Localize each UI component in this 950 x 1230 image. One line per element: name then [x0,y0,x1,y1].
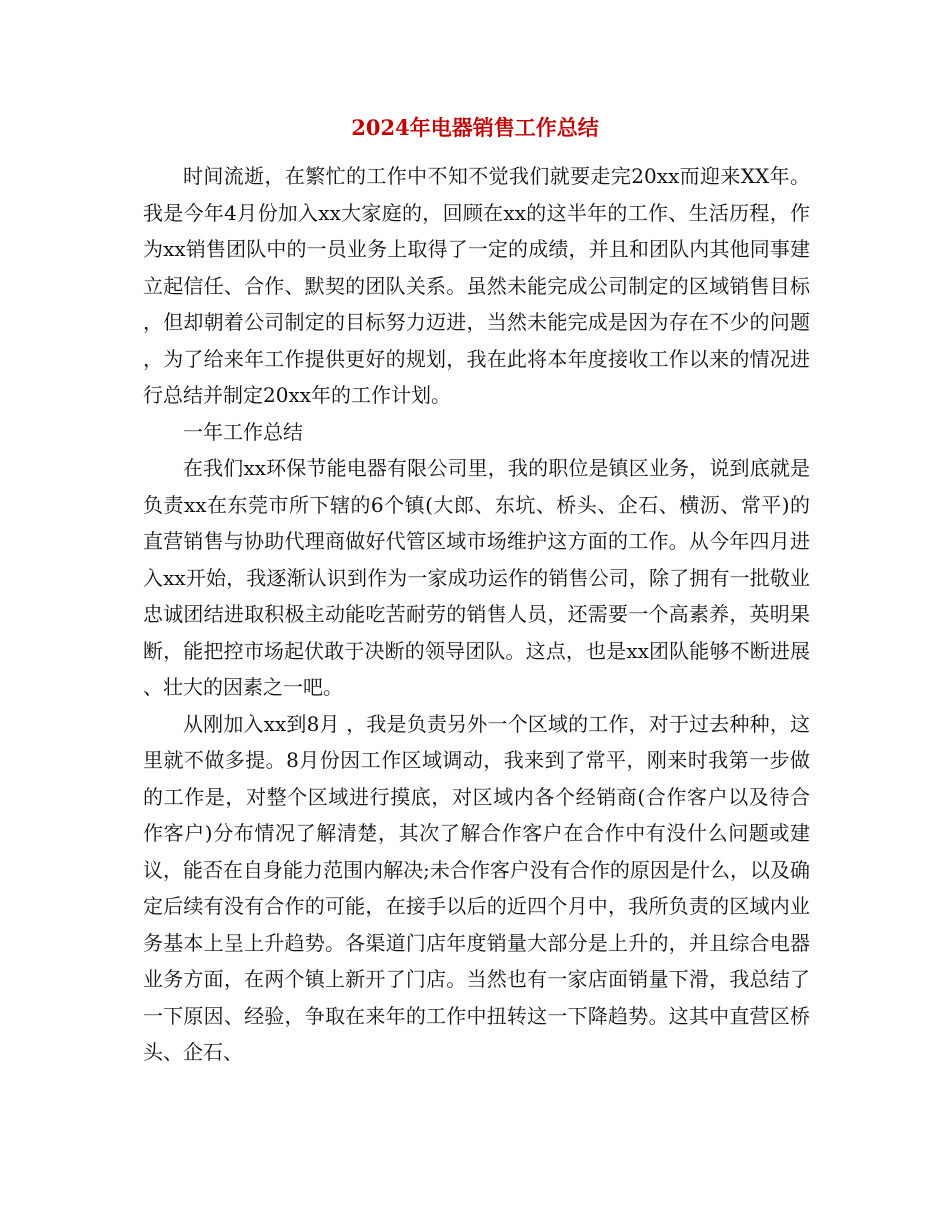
section-heading: 一年工作总结 [183,419,303,444]
document-body [143,158,810,1071]
paragraph-work-review: 从刚加入xx到8月 ，我是负责另外一个区域的工作，对于过去种种，这里就不做多提。8月份因工作区域调动，我来到了常平，刚来时我第一步做的工作是，对整个区域进行摸底，对区域内各个经销商(合作客户以及待合作客户)分布情况了解清楚，其次了解合作客户在合作中有没什么问题或建议，能否在自身能力范围内解决;未合作客户没有合作的原因是什么，以及确定后续有没有合作的可能，在接手以后的近四个月中，我所负责的区域内业务基本上呈上升趋势。各渠道门店年度销量大部分是上升的，并且综合电器业务方面，在两个镇上新开了门店。当然也有一家店面销量下滑，我总结了一下原因、经验，争取在来年的工作中扭转这一下降趋势。这其中直营区桥头、企石、 [143,711,810,1064]
paragraph-position: 在我们xx环保节能电器有限公司里，我的职位是镇区业务，说到底就是负责xx在东莞市所下辖的6个镇(大郎、东坑、桥头、企石、横沥、常平)的直营销售与协助代理商做好代管区域市场维护这方面的工作。从今年四月进入xx开始，我逐渐认识到作为一家成功运作的销售公司，除了拥有一批敬业忠诚团结进取积极主动能吃苦耐劳的销售人员，还需要一个高素养，英明果断，能把控市场起伏敢于决断的领导团队。这点，也是xx团队能够不断进展、壮大的因素之一吧。 [143,456,810,699]
document-title: 2024年电器销售工作总结 [351,115,599,140]
paragraph-intro: 时间流逝，在繁忙的工作中不知不觉我们就要走完20xx而迎来XX年。我是今年4月份加入xx大家庭的，回顾在xx的这半年的工作、生活历程，作为xx销售团队中的一员业务上取得了一定的成绩，并且和团队内其他同事建立起信任、合作、默契的团队关系。虽然未能完成公司制定的区域销售目标，但却朝着公司制定的目标努力迈进，当然未能完成是因为存在不少的问题，为了给来年工作提供更好的规划，我在此将本年度接收工作以来的情况进行总结并制定20xx年的工作计划。 [143,164,810,407]
